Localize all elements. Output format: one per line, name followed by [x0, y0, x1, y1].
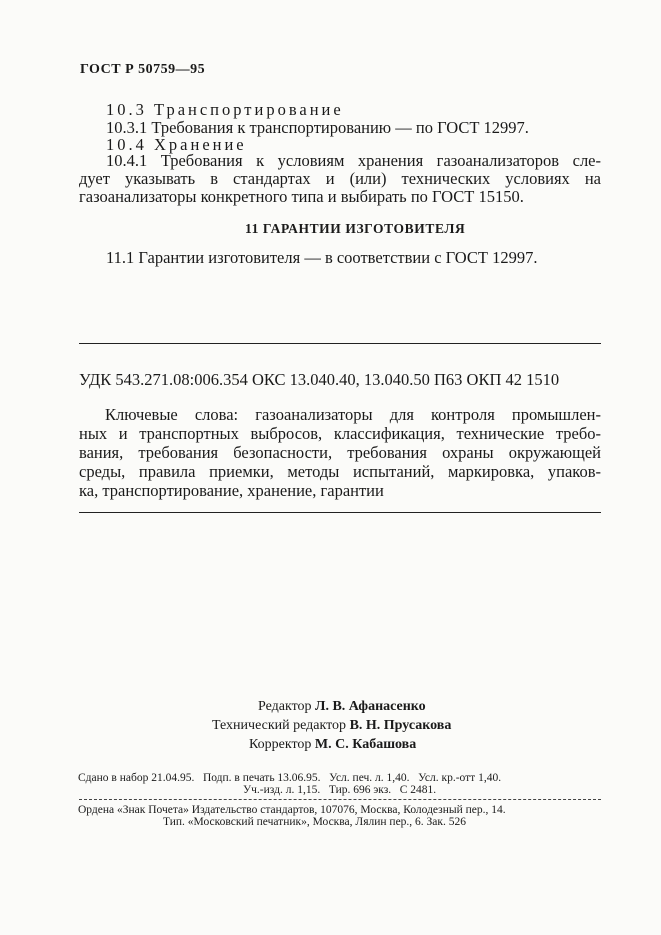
keywords-line: ных и транспортных выбросов, классификация, технические требо-	[79, 424, 601, 443]
section-11-1-text: 11.1 Гарантии изготовителя — в соответствии с ГОСТ 12997.	[106, 248, 538, 267]
top-divider	[79, 343, 601, 344]
imprint-divider	[79, 799, 601, 800]
keywords-line: ка, транспортирование, хранение, гарантии	[79, 481, 384, 500]
editor-name: Л. В. Афанасенко	[315, 699, 426, 714]
corrector-label: Корректор	[249, 737, 312, 752]
keywords-paragraph	[79, 405, 601, 500]
tech-editor-credit	[212, 718, 451, 734]
section-10-4-title: 10.4 Хранение	[106, 135, 247, 154]
section-10-3-1-text: 10.3.1 Требования к транспортированию — по ГОСТ 12997.	[106, 118, 529, 137]
paragraph-line: 10.4.1 Требования к условиям хранения газоанализаторов сле-	[106, 151, 601, 170]
editor-label: Редактор	[258, 699, 312, 714]
udk-line: УДК 543.271.08:006.354 ОКС 13.040.40, 13.040.50 П63 ОКП 42 1510	[79, 370, 560, 389]
imprint-line-3: Ордена «Знак Почета» Издательство стандартов, 107076, Москва, Колодезный пер., 14.	[78, 804, 506, 816]
editor-credit	[258, 699, 426, 715]
keywords-line: Ключевые слова: газоанализаторы для контроля промышлен-	[105, 405, 601, 424]
bottom-divider	[79, 512, 601, 513]
paragraph-line: газоанализаторы конкретного типа и выбирать по ГОСТ 15150.	[79, 187, 524, 206]
imprint-line-4: Тип. «Московский печатник», Москва, Лялин пер., 6. Зак. 526	[163, 816, 466, 828]
tech-editor-name: В. Н. Прусакова	[349, 718, 452, 733]
corrector-credit	[249, 737, 416, 753]
tech-editor-label: Технический редактор	[212, 718, 347, 733]
section-11-heading: 11 ГАРАНТИИ ИЗГОТОВИТЕЛЯ	[245, 221, 466, 236]
imprint-line-2: Уч.-изд. л. 1,15. Тир. 696 экз. С 2481.	[243, 784, 437, 796]
section-10-3-title: 10.3 Транспортирование	[106, 100, 344, 119]
section-10-4-1-paragraph	[79, 152, 601, 206]
paragraph-line: дует указывать в стандартах и (или) технических условиях на	[79, 169, 601, 188]
document-header: ГОСТ Р 50759—95	[80, 62, 206, 77]
keywords-line: вания, требования безопасности, требования охраны окружающей	[79, 443, 601, 462]
imprint-line-1: Сдано в набор 21.04.95. Подп. в печать 13.06.95. Усл. печ. л. 1,40. Усл. кр.-отт 1,40.	[78, 772, 502, 784]
corrector-name: М. С. Кабашова	[314, 737, 417, 752]
keywords-line: среды, правила приемки, методы испытаний, маркировка, упаков-	[79, 462, 601, 481]
